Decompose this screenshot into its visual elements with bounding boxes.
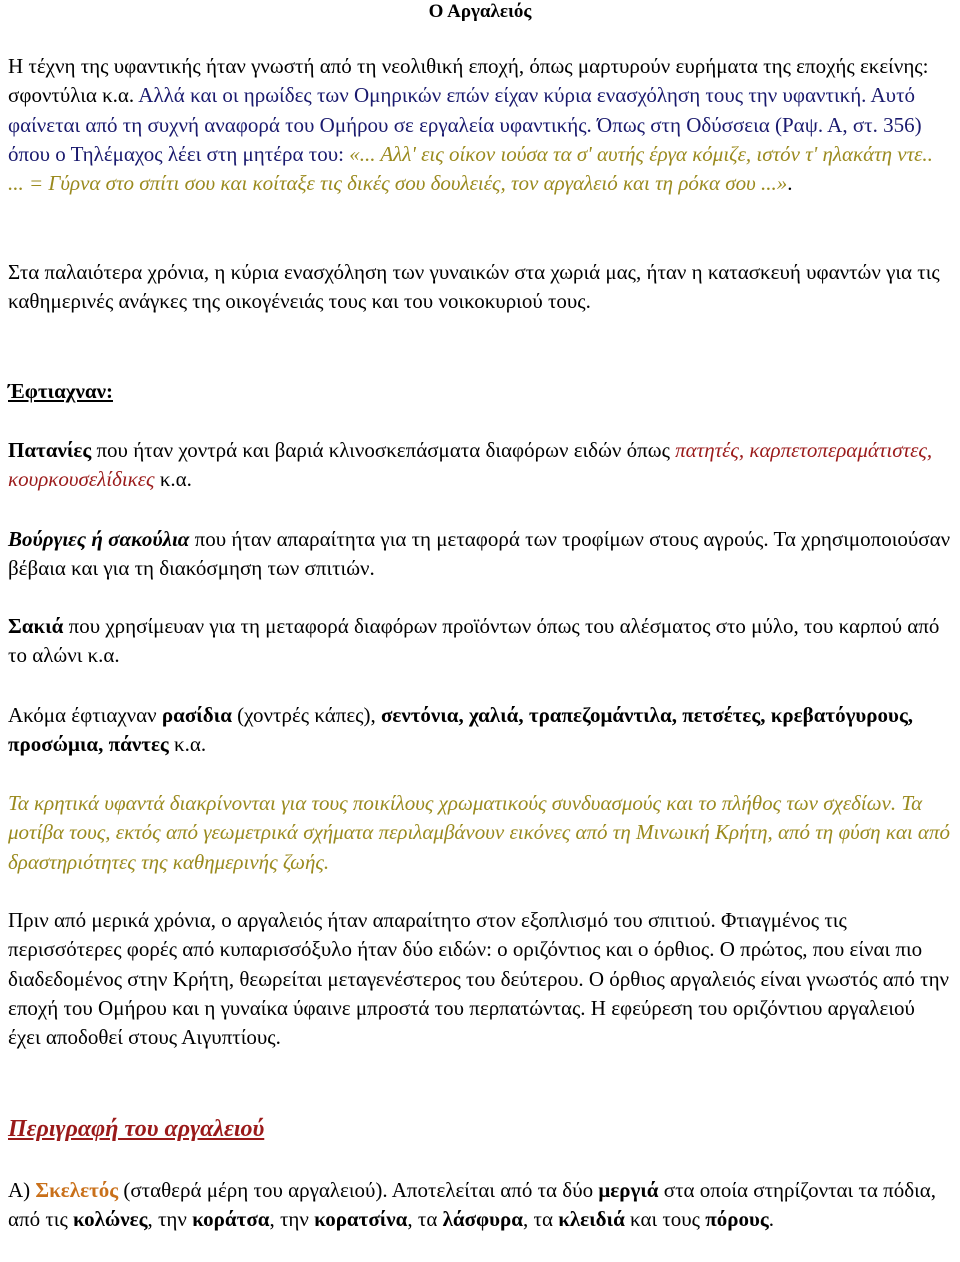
skeleton-text-g: , τα bbox=[523, 1207, 559, 1232]
made-heading bbox=[8, 377, 952, 406]
skeleton-paragraph bbox=[8, 1176, 952, 1235]
made-heading-text: Έφτιαχναν: bbox=[8, 379, 113, 403]
women-occupation-paragraph: Στα παλαιότερα χρόνια, η κύρια ενασχόληση των γυναικών στα χωριά μας, ήταν η κατασκευή υφαντών για τις καθημερινές ανάγκες της οικογένειάς τους και του νοικοκυριού τους. bbox=[8, 260, 940, 314]
lasfyra-term: λάσφυρα bbox=[442, 1207, 523, 1232]
section-heading bbox=[8, 1115, 952, 1144]
intro-text-a: Η τέχνη της υφαντικής ήταν γνωστή από τη νεολιθική εποχή, όπως μαρτυρούν ευρήματα της εποχής εκείνης: σφοντύλια κ.α. bbox=[8, 54, 929, 108]
loom-description-heading: Περιγραφή του αργαλειού bbox=[8, 1116, 265, 1142]
patanies-end: κ.α. bbox=[154, 467, 192, 492]
poroi-term: πόρους bbox=[705, 1207, 769, 1232]
patanies-term: Πατανίες bbox=[8, 438, 92, 462]
skeleton-text-c: στα οποία στηρίζονται τα πόδια, από τις bbox=[8, 1178, 937, 1232]
kleidia-term: κλειδιά bbox=[558, 1207, 625, 1232]
sakia-text: που χρησίμευαν για τη μεταφορά διαφόρων προϊόντων όπως του αλέσματος στο μύλο, του καρπού από το αλώνι κ.α. bbox=[8, 614, 940, 668]
vourgies-term: Βούργιες ή σακούλια bbox=[8, 527, 190, 551]
patanies-text: που ήταν χοντρά και βαριά κλινοσκεπάσματα διαφόρων ειδών όπως bbox=[91, 438, 676, 462]
intro-paragraph bbox=[8, 52, 952, 198]
patanies-types: πατητές, καρπετοπεραμάτιστες, κουρκουσελίδικες bbox=[8, 438, 933, 492]
other-items-end: κ.α. bbox=[168, 732, 207, 757]
rasidia-term: ρασίδια bbox=[161, 703, 232, 727]
skeleton-prefix: Α) bbox=[8, 1178, 36, 1202]
other-items-b: (χοντρές κάπες), bbox=[231, 703, 381, 727]
intro-end: . bbox=[787, 171, 793, 196]
patanies-paragraph bbox=[8, 436, 952, 495]
other-items-paragraph bbox=[8, 701, 952, 760]
textiles-list: σεντόνια, χαλιά, τραπεζομάντιλα, πετσέτες, κρεβατόγυρους, προσώμια, πάντες bbox=[8, 703, 914, 757]
skeleton-text-e: , την bbox=[269, 1207, 315, 1232]
other-items-a: Ακόμα έφτιαχναν bbox=[8, 703, 162, 727]
sakia-term: Σακιά bbox=[8, 614, 64, 638]
cretan-textiles-paragraph: Τα κρητικά υφαντά διακρίνονται για τους ποικίλους χρωματικούς συνδυασμούς και το πλήθος των σχεδίων. Τα μοτίβα τους, εκτός από γεωμετρικά σχήματα περιλαμβάνουν εικόνες από τη Μινωική Κρήτη, από τη φύση και από δραστηριότητες της καθημερινής ζωής. bbox=[8, 791, 950, 874]
sakia-paragraph bbox=[8, 612, 952, 671]
skeleton-text-b: (σταθερά μέρη του αργαλειού). Αποτελείται από τα δύο bbox=[118, 1178, 599, 1202]
loom-history-paragraph: Πριν από μερικά χρόνια, ο αργαλειός ήταν απαραίτητο στον εξοπλισμό του σπιτιού. Φτιαγμένος τις περισσότερες φορές από κυπαρισσόξυλο ήταν δύο ειδών: ο οριζόντιος και ο όρθιος. Ο πρώτος, που είναι πιο διαδεδομένος στην Κρήτη, θεωρείται μεταγενέστερος του δεύτερου. Ο όρθιος αργαλειός είναι γνωστός από την εποχή του Ομήρου και η γυναίκα ύφαινε μπροστά του περπατώντας. Η εφεύρεση του οριζόντιου αργαλειού έχει αποδοθεί στους Αιγυπτίους. bbox=[8, 908, 950, 1050]
intro-text-b: Αλλά και οι ηρωίδες των Ομηρικών επών είχαν κύρια ενασχόληση τους την υφαντική. Αυτό φαίνεται από τη συχνή αναφορά του Ομήρου σε εργαλεία υφαντικής. Όπως στη Οδύσσεια (Ραψ. Α, στ. 356) όπου ο Τηλέμαχος λέει στη μητέρα του: bbox=[8, 83, 922, 166]
skeleton-text-f: , τα bbox=[407, 1207, 443, 1232]
skeleton-end: . bbox=[768, 1207, 775, 1232]
skeleton-text-d: , την bbox=[147, 1207, 193, 1232]
odyssey-quote: «... Αλλ' εις οίκον ιούσα τα σ' αυτής έργα κόμιζε, ιστόν τ' ηλακάτη ντε.. ... = Γύρνα στο σπίτι σου και κοίταξε τις δικές σου δουλειές, τον αργαλειό και τη ρόκα σου ...» bbox=[8, 141, 933, 196]
koratsa-term: κοράτσα bbox=[192, 1207, 270, 1232]
koratsina-term: κορατσίνα bbox=[314, 1207, 408, 1232]
page-title: Ο Αργαλειός bbox=[428, 1, 532, 22]
skeleton-term: Σκελετός bbox=[35, 1178, 119, 1202]
skeleton-text-h: και τους bbox=[624, 1207, 706, 1232]
mergia-term: μεργιά bbox=[598, 1178, 659, 1202]
vourgies-text: που ήταν απαραίτητα για τη μεταφορά των τροφίμων στους αγρούς. Τα χρησιμοποιούσαν βέβαια και για τη διακόσμηση των σπιτιών. bbox=[8, 527, 951, 581]
vourgies-paragraph bbox=[8, 525, 952, 584]
kolones-term: κολώνες bbox=[73, 1207, 148, 1232]
